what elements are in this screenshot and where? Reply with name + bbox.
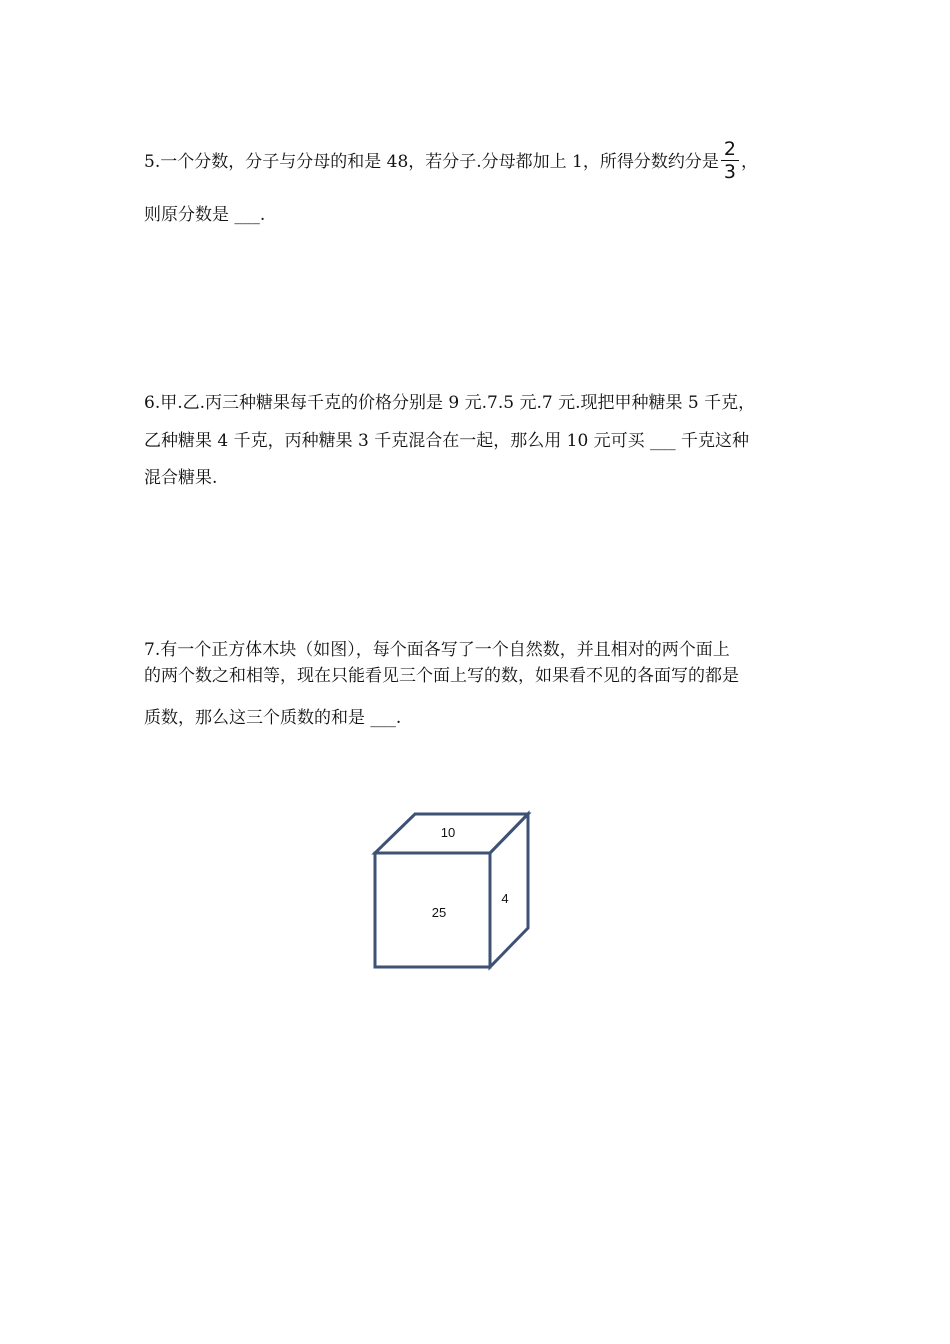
cube-side-label: 4 [501,891,509,906]
q5-fraction [721,138,739,183]
q6-line-1: 6.甲.乙.丙三种糖果每千克的价格分别是 9 元.7.5 元.7 元.现把甲种糖果 5 千克， [144,393,756,413]
q7-line-1: 7.有一个正方体木块（如图），每个面各写了一个自然数，并且相对的两个面上 [144,640,730,660]
q7-line-2: 的两个数之和相等，现在只能看见三个面上写的数，如果看不见的各面写的都是 [144,666,739,686]
q7-line-3: 质数，那么这三个质数的和是 ___. [144,708,402,728]
q5-text-after-fraction: ， [740,152,758,172]
q5-line-1 [144,140,758,185]
q5-line-2: 则原分数是 ___. [144,205,266,225]
cube-top-label: 10 [440,825,456,840]
cube-figure [360,800,540,980]
q5-fraction-numerator: 2 [723,138,736,160]
cube-side-face [490,814,528,967]
cube-front-label: 25 [431,905,447,920]
q6-line-3: 混合糖果. [144,468,218,488]
q5-fraction-denominator: 3 [721,160,739,183]
q5-text-before-fraction: 5.一个分数，分子与分母的和是 48，若分子.分母都加上 1，所得分数约分是 [144,152,719,172]
q6-line-2: 乙种糖果 4 千克，丙种糖果 3 千克混合在一起，那么用 10 元可买 ___ 千克这种 [144,431,749,451]
